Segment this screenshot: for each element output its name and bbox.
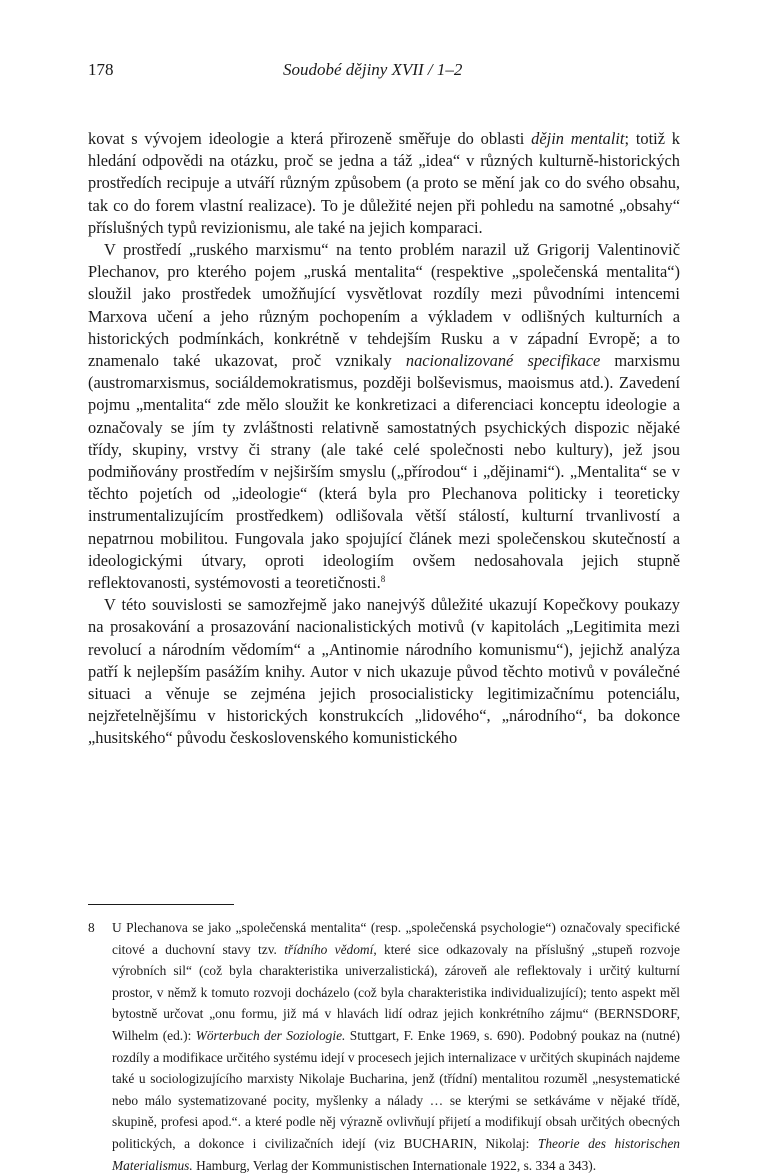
body-text bbox=[88, 128, 680, 750]
footnote-italic-1: třídního vědomí bbox=[284, 941, 374, 957]
paragraph-2-text-cont: marxismu (austromarxismus, sociáldemokratismus, později bolševismus, maoismus atd.). Zavedení pojmu „mentalita“ zde mělo sloužit ke konkretizaci a diferenciaci konceptu ideologie a označovaly se jím ty zvláštnosti relativně samostatných psychických dispozic nějaké třídy, skupiny, vrstvy či strany (ale také celé společnosti nebo kultury), jež jsou podmiňovány prostředím v nejširším smyslu („přírodou“ i „dějinami“). „Mentalita“ se v těchto pojetích od „ideologie“ (která byla pro Plechanova politicky i teoreticky instrumentalizujícím prostředkem) odlišovala větší stálostí, kulturní trvanlivostí a nepatrnou mobilitou. Fungovala jako spojující článek mezi společenskou skutečností a ideologickými útvary, oproti ideologiím ovšem nedosahovala jejich stupně reflektovanosti, systémovosti a teoretičnosti. bbox=[88, 351, 680, 593]
paragraph-1-italic: dějin mentalit bbox=[531, 129, 625, 148]
paragraph-1-text-cont: ; totiž k hledání odpovědi na otázku, proč se jedna a táž „idea“ v různých kulturně-historických prostředích recipuje a utváří různým způsobem (a proto se mění jak co do svého obsahu, tak co do forem vlastní realizace). To je důležité nejen při pohledu na samotné „obsahy“ příslušných typů revizionismu, ale také na jejich komparaci. bbox=[88, 129, 680, 237]
footnote-number: 8 bbox=[88, 920, 95, 935]
footnote-text-3: Stuttgart, F. Enke 1969, s. 690). Podobný poukaz na (nutné) rozdíly a modifikace určitého systému idejí v procesech jejich internalizace v určitých skupinách najdeme také u sociologizujícího marxisty Nikolaje Bucharina, jenž (třídní) mentalitou rozuměl „nesystematické nebo málo systematizované pocity, myšlenky a nálady … se kterými se setkáváme v nějaké třídě, skupině, profesi apod.“. a které podle něj výrazně ovlivňují přijetí a modifikují obsah určitých obecných politických, a dokonce i civilizačních idejí (viz BUCHARIN, Nikolaj: bbox=[112, 1027, 680, 1151]
footnote-ref-8[interactable]: 8 bbox=[380, 574, 386, 585]
footnote-text-2: , které sice odkazovaly na příslušný „stupeň rozvoje výrobních sil“ (což byla charakteristika univerzalistická), zároveň ale reflektovaly i určitý kulturní prostor, v němž k tomuto rozvoji docházelo (což byla charakteristika individualizující); tento aspekt měl bytostně určovat „onu formu, již má v hlavách lidí odraz jejich konkrétního zájmu“ (BERNSDORF, Wilhelm (ed.): bbox=[112, 941, 680, 1043]
paragraph-2-text: V prostředí „ruského marxismu“ na tento problém narazil už Grigorij Valentinovič Plechanov, pro kterého pojem „ruská mentalita“ (respektive „společenská mentalita“) sloužil jako prostředek umožňující vysvětlovat rozdíly mezi původními intencemi Marxova učení a jeho různým pochopením a výkladem v odlišných kulturních a historických podmínkách, konkrétně v tehdejším Rusku a v západní Evropě; a to znamenalo také ukazovat, proč vznikaly bbox=[88, 240, 680, 371]
footnote-italic-3: Theorie des historischen Materialismus. bbox=[112, 1135, 680, 1173]
paragraph-1-text: kovat s vývojem ideologie a která přirozeně směřuje do oblasti bbox=[88, 129, 532, 148]
footnote bbox=[88, 917, 680, 1176]
footnote-text-4: Hamburg, Verlag der Kommunistischen Internationale 1922, s. 334 a 343). bbox=[192, 1157, 597, 1173]
footnote-text-1: U Plechanova se jako „společenská mentalita“ (resp. „společenská psychologie“) označovaly specifické citové a duchovní stavy tzv. bbox=[112, 920, 680, 957]
footnote-italic-2: Wörterbuch der Soziologie. bbox=[195, 1027, 346, 1043]
footnote-text bbox=[112, 917, 680, 1176]
paragraph-2-italic: nacionalizované specifikace bbox=[405, 351, 601, 371]
footnote-rule bbox=[88, 904, 234, 905]
paragraph-2 bbox=[88, 239, 680, 594]
paragraph-1 bbox=[88, 128, 680, 239]
page-number: 178 bbox=[88, 60, 114, 79]
running-head: Soudobé dějiny XVII / 1–2 bbox=[283, 60, 463, 79]
paragraph-3: V této souvislosti se samozřejmě jako nanejvýš důležité ukazují Kopečkovy poukazy na prosakování a prosazování nacionalistických motivů (v kapitolách „Legitimita mezi revolucí a národním vědomím“ a „Antinomie národního komunismu“), jejichž analýza patří k nejlepším pasážím knihy. Autor v nich ukazuje původ těchto motivů v poválečné situaci a věnuje se zejména jejich prosocialisticky legitimizačnímu potenciálu, nejzřetelnějšímu v historických konstrukcích „lidového“, „národního“, ba dokonce „husitského“ původu československého komunistického bbox=[88, 595, 680, 748]
